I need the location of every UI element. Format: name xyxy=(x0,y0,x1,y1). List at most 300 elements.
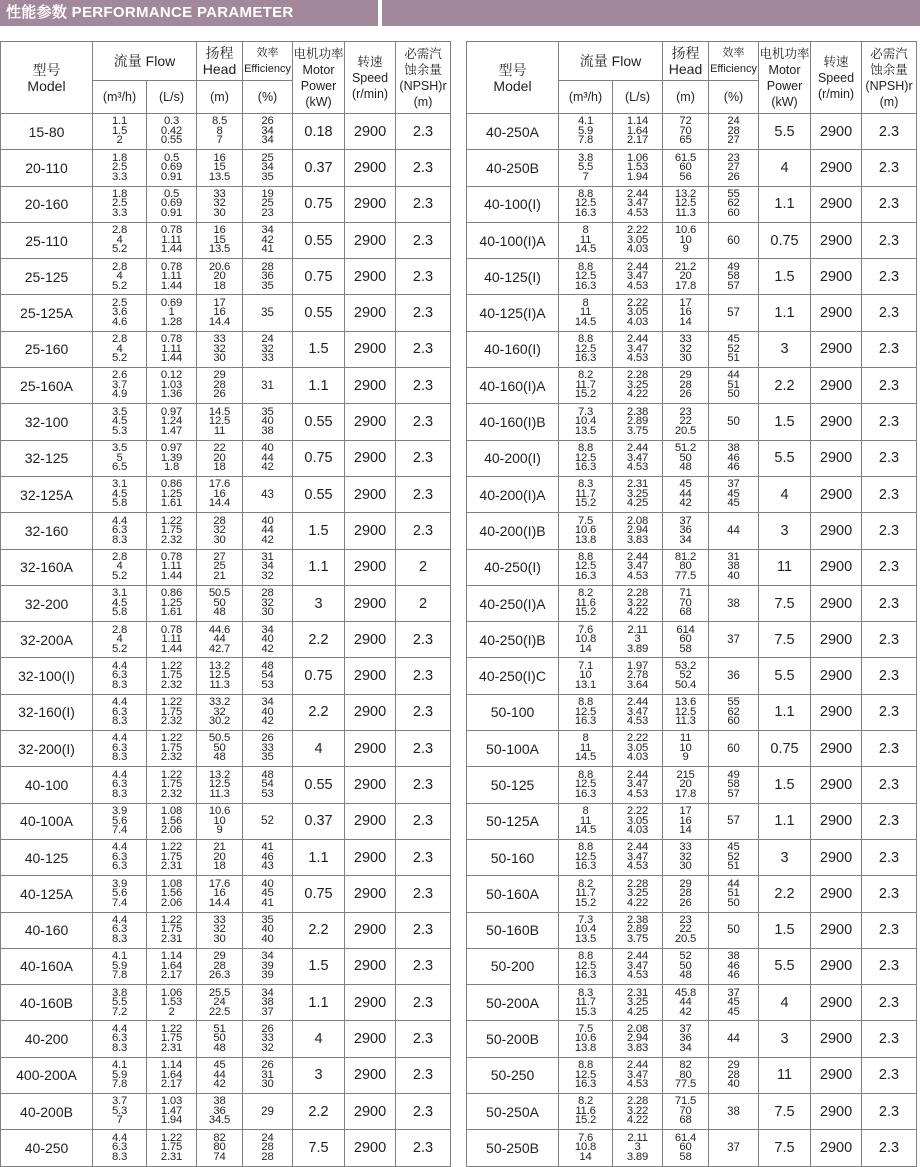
cell-efficiency-value: 53 xyxy=(261,787,274,800)
cell-flow-m3h-value: 8.3 xyxy=(111,932,128,945)
cell-flow-m3h-value: 8.3 xyxy=(111,1041,128,1054)
cell-efficiency-value: 23 xyxy=(261,206,274,219)
cell-head-value: 70 xyxy=(679,124,692,137)
cell-flow-ls-value: 1.64 xyxy=(626,124,649,137)
cell-flow-ls xyxy=(147,295,197,331)
cell-flow-ls-value: 3.05 xyxy=(626,233,649,246)
cell-flow-m3h-value: 8.8 xyxy=(577,333,594,346)
cell-head xyxy=(197,150,243,186)
cell-head-value: 30 xyxy=(679,352,692,365)
cell-efficiency: 38 xyxy=(709,585,759,621)
cell-head-value: 30 xyxy=(213,533,226,546)
cell-head xyxy=(663,622,709,658)
cell-motor-power: 5.5 xyxy=(759,440,811,476)
table-row xyxy=(1,876,451,912)
cell-speed: 2900 xyxy=(811,114,862,150)
cell-head-value: 21 xyxy=(213,569,226,582)
cell-flow-m3h-value: 11.7 xyxy=(575,887,596,900)
cell-npsh: 2.3 xyxy=(862,622,917,658)
cell-flow-m3h-value: 4.5 xyxy=(111,596,128,609)
cell-npsh: 2.3 xyxy=(396,694,451,730)
cell-head xyxy=(663,731,709,767)
cell-head-value: 16 xyxy=(213,487,226,500)
cell-model: 40-250A xyxy=(467,114,559,150)
cell-head-value: 29 xyxy=(213,950,226,963)
cell-flow-m3h xyxy=(559,876,613,912)
cell-flow-m3h-value: 16.3 xyxy=(574,352,597,365)
cell-head-value: 77.5 xyxy=(674,1078,697,1091)
cell-head-value: 17.8 xyxy=(674,279,697,292)
cell-speed: 2900 xyxy=(345,1094,396,1130)
cell-flow-ls-value: 2.94 xyxy=(626,524,649,537)
cell-efficiency-value: 40 xyxy=(261,705,274,718)
cell-flow-ls-value: 0.78 xyxy=(160,333,183,346)
cell-flow-ls-value: 2.44 xyxy=(626,260,649,273)
cell-head xyxy=(197,1021,243,1057)
cell-efficiency-value: 31 xyxy=(727,550,740,563)
cell-flow-m3h-value: 3.7 xyxy=(111,1095,128,1108)
cell-flow-ls xyxy=(147,1021,197,1057)
performance-table-right xyxy=(466,41,917,1167)
cell-efficiency-value: 57 xyxy=(727,787,740,800)
cell-flow-m3h-value: 16.3 xyxy=(574,1078,597,1091)
cell-flow-ls-value: 1.14 xyxy=(160,950,183,963)
cell-efficiency-value: 28 xyxy=(261,1141,274,1154)
cell-speed: 2900 xyxy=(345,513,396,549)
cell-flow-ls-value: 1.06 xyxy=(160,986,183,999)
cell-head-value: 61.4 xyxy=(674,1131,697,1144)
cell-head xyxy=(663,658,709,694)
cell-efficiency-value: 42 xyxy=(261,461,274,474)
cell-npsh: 2.3 xyxy=(862,912,917,948)
cell-head-value: 28 xyxy=(213,378,226,391)
cell-flow-m3h-value: 4.4 xyxy=(111,659,128,672)
cell-efficiency-value: 40 xyxy=(261,877,274,890)
cell-head-value: 27 xyxy=(213,550,226,563)
header-motor-power: 电机功率 Motor Power (kW) xyxy=(293,42,345,114)
table-row xyxy=(1,549,451,585)
cell-speed: 2900 xyxy=(345,1057,396,1093)
cell-head-value: 58 xyxy=(679,1150,692,1163)
cell-motor-power: 1.5 xyxy=(759,259,811,295)
table-row xyxy=(467,222,917,258)
cell-efficiency-value: 37 xyxy=(261,1005,274,1018)
cell-efficiency xyxy=(709,368,759,404)
header-head-unit: (m) xyxy=(663,81,709,114)
cell-flow-m3h xyxy=(559,114,613,150)
cell-efficiency-value: 44 xyxy=(261,451,274,464)
cell-flow-ls-value: 1.94 xyxy=(160,1114,183,1127)
cell-flow-ls-value: 1.53 xyxy=(626,161,649,174)
cell-head xyxy=(663,114,709,150)
cell-motor-power: 2.2 xyxy=(293,622,345,658)
cell-flow-ls-value: 1.47 xyxy=(160,424,183,437)
cell-efficiency-value: 32 xyxy=(261,1041,274,1054)
cell-efficiency xyxy=(709,331,759,367)
cell-flow-ls-value: 2.08 xyxy=(626,514,649,527)
cell-flow-ls xyxy=(613,150,663,186)
cell-head-value: 14.4 xyxy=(208,497,231,510)
cell-flow-ls-value: 1.75 xyxy=(160,778,183,791)
cell-flow-m3h-value: 3.9 xyxy=(111,805,128,818)
cell-efficiency xyxy=(243,767,293,803)
cell-head-value: 37 xyxy=(679,514,692,527)
cell-flow-m3h-value: 14.5 xyxy=(574,824,597,837)
cell-flow-ls-value: 4.03 xyxy=(626,751,649,764)
cell-flow-ls xyxy=(613,876,663,912)
cell-flow-m3h-value: 10.4 xyxy=(574,415,597,428)
cell-flow-ls-value: 2.38 xyxy=(626,913,649,926)
cell-flow-ls-value: 3.25 xyxy=(626,487,649,500)
cell-motor-power: 3 xyxy=(759,331,811,367)
table-row xyxy=(467,622,917,658)
cell-speed: 2900 xyxy=(345,440,396,476)
header-flow-m3h: (m³/h) xyxy=(559,81,613,114)
table-row xyxy=(467,985,917,1021)
cell-model: 40-200(I)A xyxy=(467,476,559,512)
cell-efficiency-value: 40 xyxy=(261,415,274,428)
cell-efficiency-value: 26 xyxy=(261,115,274,128)
cell-head-value: 80 xyxy=(213,1141,226,1154)
cell-model: 50-160 xyxy=(467,839,559,875)
table-row xyxy=(467,1057,917,1093)
cell-flow-ls-value: 2.31 xyxy=(626,478,649,491)
cell-motor-power: 0.75 xyxy=(293,876,345,912)
cell-motor-power: 2.2 xyxy=(293,912,345,948)
cell-efficiency-value: 29 xyxy=(727,1059,740,1072)
cell-efficiency xyxy=(243,948,293,984)
cell-flow-m3h-value: 6.3 xyxy=(111,669,128,682)
cell-head-value: 44 xyxy=(213,633,226,646)
cell-flow-ls-value: 3.89 xyxy=(626,1150,649,1163)
cell-head-value: 13.6 xyxy=(674,696,697,709)
cell-head xyxy=(663,513,709,549)
cell-npsh: 2.3 xyxy=(396,186,451,222)
cell-head-value: 17.8 xyxy=(674,787,697,800)
cell-efficiency: 44 xyxy=(709,513,759,549)
cell-flow-ls-value: 4.53 xyxy=(626,715,649,728)
cell-flow-m3h-value: 6.3 xyxy=(111,778,128,791)
cell-head xyxy=(197,803,243,839)
cell-head-value: 60 xyxy=(679,161,692,174)
cell-motor-power: 1.1 xyxy=(759,694,811,730)
cell-efficiency-value: 30 xyxy=(261,1078,274,1091)
cell-efficiency-value: 33 xyxy=(261,1032,274,1045)
cell-model: 40-250(I)A xyxy=(467,585,559,621)
cell-flow-m3h-value: 8.3 xyxy=(111,533,128,546)
cell-head-value: 44.6 xyxy=(208,623,231,636)
cell-efficiency-value: 58 xyxy=(727,778,740,791)
cell-motor-power: 1.1 xyxy=(759,186,811,222)
cell-speed: 2900 xyxy=(345,658,396,694)
cell-head-value: 28 xyxy=(679,378,692,391)
cell-flow-m3h-value: 11 xyxy=(579,741,592,754)
cell-model: 50-200B xyxy=(467,1021,559,1057)
cell-efficiency xyxy=(709,948,759,984)
cell-flow-m3h xyxy=(559,839,613,875)
cell-efficiency-value: 51 xyxy=(727,860,740,873)
cell-head-value: 10 xyxy=(679,741,692,754)
cell-head xyxy=(663,1094,709,1130)
cell-speed: 2900 xyxy=(345,694,396,730)
cell-flow-ls-value: 3.47 xyxy=(626,270,649,283)
cell-flow-ls-value: 3.05 xyxy=(626,306,649,319)
cell-npsh: 2 xyxy=(396,549,451,585)
cell-flow-m3h xyxy=(93,222,147,258)
cell-model: 25-125 xyxy=(1,259,93,295)
cell-model: 15-80 xyxy=(1,114,93,150)
cell-flow-ls-value: 4.25 xyxy=(626,497,649,510)
cell-model: 40-100(I) xyxy=(467,186,559,222)
cell-flow-ls-value: 0.69 xyxy=(160,296,183,309)
cell-flow-m3h-value: 14.5 xyxy=(574,315,597,328)
cell-head-value: 70 xyxy=(679,1104,692,1117)
cell-head-value: 16 xyxy=(213,151,226,164)
cell-flow-m3h xyxy=(559,476,613,512)
cell-head-value: 26 xyxy=(213,388,226,401)
cell-efficiency xyxy=(243,658,293,694)
cell-flow-m3h-value: 8.2 xyxy=(577,587,594,600)
cell-speed: 2900 xyxy=(811,1130,862,1166)
cell-model: 25-160 xyxy=(1,331,93,367)
cell-flow-m3h-value: 8 xyxy=(582,732,589,745)
cell-flow-m3h xyxy=(559,585,613,621)
cell-flow-ls xyxy=(147,222,197,258)
cell-flow-m3h xyxy=(93,440,147,476)
cell-flow-ls-value: 0.55 xyxy=(160,134,183,147)
cell-efficiency xyxy=(243,222,293,258)
cell-flow-m3h-value: 5.2 xyxy=(111,243,128,256)
cell-motor-power: 1.1 xyxy=(759,295,811,331)
cell-head-value: 53.2 xyxy=(674,659,697,672)
cell-head xyxy=(663,1130,709,1166)
cell-efficiency-value: 28 xyxy=(727,1068,740,1081)
cell-flow-m3h-value: 7.3 xyxy=(577,405,594,418)
cell-flow-m3h-value: 11.6 xyxy=(575,1104,596,1117)
cell-speed: 2900 xyxy=(811,731,862,767)
cell-head-value: 37 xyxy=(679,1022,692,1035)
cell-head-value: 14.4 xyxy=(208,896,231,909)
cell-head-value: 29 xyxy=(679,369,692,382)
cell-speed: 2900 xyxy=(811,985,862,1021)
cell-flow-ls-value: 2.28 xyxy=(626,369,649,382)
cell-flow-m3h xyxy=(93,839,147,875)
cell-efficiency-value: 49 xyxy=(727,260,740,273)
cell-flow-m3h-value: 10 xyxy=(579,669,592,682)
table-row xyxy=(1,295,451,331)
cell-npsh: 2.3 xyxy=(862,731,917,767)
cell-head-value: 50 xyxy=(213,1032,226,1045)
cell-flow-m3h-value: 8.8 xyxy=(577,768,594,781)
cell-efficiency-value: 24 xyxy=(261,333,274,346)
cell-flow-ls-value: 1.24 xyxy=(160,415,183,428)
cell-efficiency-value: 35 xyxy=(261,405,274,418)
cell-speed: 2900 xyxy=(811,1094,862,1130)
cell-motor-power: 4 xyxy=(759,150,811,186)
cell-flow-m3h-value: 3.6 xyxy=(111,306,128,319)
cell-flow-ls-value: 1.36 xyxy=(160,388,183,401)
cell-head-value: 215 xyxy=(676,768,695,781)
cell-flow-m3h xyxy=(559,985,613,1021)
cell-head-value: 33.2 xyxy=(208,696,231,709)
cell-flow-m3h-value: 6.3 xyxy=(111,705,128,718)
cell-efficiency-value: 46 xyxy=(727,969,740,982)
cell-flow-ls xyxy=(613,404,663,440)
cell-efficiency-value: 37 xyxy=(727,986,740,999)
cell-efficiency-value: 35 xyxy=(261,913,274,926)
cell-head-value: 10.6 xyxy=(208,805,231,818)
cell-head-value: 9 xyxy=(682,243,689,256)
cell-flow-m3h-value: 10.4 xyxy=(574,923,597,936)
cell-head-value: 34 xyxy=(679,1041,692,1054)
cell-flow-ls-value: 1.22 xyxy=(160,696,183,709)
cell-efficiency-value: 42 xyxy=(261,715,274,728)
cell-head-value: 48 xyxy=(213,751,226,764)
cell-flow-ls-value: 1.44 xyxy=(160,569,183,582)
cell-model: 40-125 xyxy=(1,839,93,875)
cell-flow-ls xyxy=(147,658,197,694)
cell-flow-ls-value: 1.44 xyxy=(160,243,183,256)
cell-efficiency-value: 35 xyxy=(261,170,274,183)
cell-head xyxy=(197,114,243,150)
cell-flow-ls-value: 3.47 xyxy=(626,197,649,210)
cell-flow-ls xyxy=(147,694,197,730)
cell-flow-ls-value: 4.53 xyxy=(626,352,649,365)
cell-flow-ls xyxy=(147,585,197,621)
cell-flow-ls-value: 1.22 xyxy=(160,732,183,745)
cell-head-value: 30.2 xyxy=(208,715,231,728)
cell-flow-ls-value: 4.03 xyxy=(626,315,649,328)
cell-npsh: 2.3 xyxy=(396,1130,451,1166)
cell-flow-m3h xyxy=(93,948,147,984)
performance-table-right-wrap xyxy=(466,41,917,1167)
cell-flow-ls-value: 2.32 xyxy=(160,751,183,764)
cell-efficiency: 43 xyxy=(243,476,293,512)
cell-efficiency-value: 39 xyxy=(261,959,274,972)
cell-flow-m3h-value: 3.7 xyxy=(111,378,128,391)
cell-efficiency-value: 52 xyxy=(727,850,740,863)
cell-head-value: 21.2 xyxy=(674,260,697,273)
cell-flow-m3h-value: 4.5 xyxy=(111,487,128,500)
cell-flow-m3h-value: 8.8 xyxy=(577,550,594,563)
cell-flow-m3h-value: 5.5 xyxy=(111,996,128,1009)
cell-flow-ls-value: 2.22 xyxy=(626,224,649,237)
cell-flow-ls-value: 2.44 xyxy=(626,950,649,963)
cell-head-value: 36 xyxy=(679,524,692,537)
cell-speed: 2900 xyxy=(811,150,862,186)
cell-flow-ls-value: 1.22 xyxy=(160,768,183,781)
cell-npsh: 2.3 xyxy=(396,767,451,803)
cell-efficiency xyxy=(709,839,759,875)
cell-flow-ls-value: 3.47 xyxy=(626,778,649,791)
cell-head-value: 12.5 xyxy=(674,705,697,718)
table-row xyxy=(467,114,917,150)
cell-model: 50-200A xyxy=(467,985,559,1021)
cell-flow-ls-value: 2.44 xyxy=(626,841,649,854)
cell-flow-m3h-value: 4.5 xyxy=(111,415,128,428)
cell-flow-ls-value: 0.97 xyxy=(160,405,183,418)
cell-flow-m3h-value: 3.3 xyxy=(111,170,128,183)
cell-flow-m3h xyxy=(93,549,147,585)
cell-efficiency-value: 45 xyxy=(727,487,740,500)
cell-flow-m3h-value: 12.5 xyxy=(574,197,597,210)
cell-flow-ls xyxy=(147,331,197,367)
cell-efficiency-value: 34 xyxy=(261,134,274,147)
cell-motor-power: 0.37 xyxy=(293,803,345,839)
cell-flow-ls-value: 2.44 xyxy=(626,442,649,455)
cell-flow-ls-value: 2.44 xyxy=(626,1059,649,1072)
cell-head-value: 32 xyxy=(213,524,226,537)
cell-efficiency xyxy=(243,731,293,767)
cell-head-value: 51.2 xyxy=(674,442,697,455)
cell-flow-ls xyxy=(147,1057,197,1093)
cell-flow-m3h-value: 4.4 xyxy=(111,514,128,527)
cell-flow-ls-value: 1.64 xyxy=(160,1068,183,1081)
cell-speed: 2900 xyxy=(811,259,862,295)
cell-npsh: 2.3 xyxy=(396,150,451,186)
cell-efficiency xyxy=(243,150,293,186)
cell-flow-ls-value: 1.14 xyxy=(160,1059,183,1072)
cell-head-value: 44 xyxy=(679,996,692,1009)
cell-head xyxy=(197,440,243,476)
cell-efficiency: 52 xyxy=(243,803,293,839)
table-row xyxy=(467,658,917,694)
cell-efficiency: 57 xyxy=(709,295,759,331)
cell-efficiency: 50 xyxy=(709,404,759,440)
table-row xyxy=(1,731,451,767)
cell-flow-m3h-value: 2.8 xyxy=(111,333,128,346)
header-head-unit: (m) xyxy=(197,81,243,114)
header-efficiency: 效率 Efficiency xyxy=(243,42,293,81)
cell-flow-m3h-value: 8.8 xyxy=(577,696,594,709)
cell-head-value: 70 xyxy=(679,596,692,609)
cell-flow-m3h xyxy=(559,912,613,948)
cell-flow-m3h xyxy=(559,803,613,839)
cell-efficiency-value: 49 xyxy=(727,768,740,781)
cell-head xyxy=(663,259,709,295)
cell-flow-m3h xyxy=(93,295,147,331)
performance-table-left xyxy=(0,41,451,1167)
cell-efficiency-value: 42 xyxy=(261,642,274,655)
cell-flow-m3h-value: 6.3 xyxy=(111,850,128,863)
cell-speed: 2900 xyxy=(811,222,862,258)
cell-head-value: 17.6 xyxy=(208,478,231,491)
cell-flow-m3h-value: 8.2 xyxy=(577,369,594,382)
cell-flow-ls xyxy=(613,368,663,404)
cell-efficiency-value: 43 xyxy=(261,860,274,873)
cell-head-value: 16 xyxy=(679,306,692,319)
cell-head-value: 10.6 xyxy=(674,224,697,237)
cell-head-value: 48 xyxy=(679,461,692,474)
cell-flow-m3h-value: 8.8 xyxy=(577,841,594,854)
cell-flow-ls xyxy=(613,839,663,875)
cell-motor-power: 0.75 xyxy=(293,440,345,476)
cell-flow-m3h-value: 4.4 xyxy=(111,768,128,781)
cell-flow-m3h-value: 7.5 xyxy=(577,1022,594,1035)
cell-head-value: 17 xyxy=(679,805,692,818)
cell-efficiency-value: 40 xyxy=(727,1078,740,1091)
cell-head-value: 17 xyxy=(679,296,692,309)
header-flow: 流量 Flow xyxy=(559,42,663,81)
cell-head-value: 50.4 xyxy=(674,678,697,691)
cell-head-value: 12.5 xyxy=(208,669,231,682)
cell-efficiency xyxy=(243,694,293,730)
cell-efficiency-value: 28 xyxy=(261,260,274,273)
cell-motor-power: 0.75 xyxy=(759,731,811,767)
cell-flow-ls-value: 2.89 xyxy=(626,923,649,936)
cell-efficiency-value: 60 xyxy=(727,715,740,728)
cell-flow-ls-value: 3.47 xyxy=(626,850,649,863)
